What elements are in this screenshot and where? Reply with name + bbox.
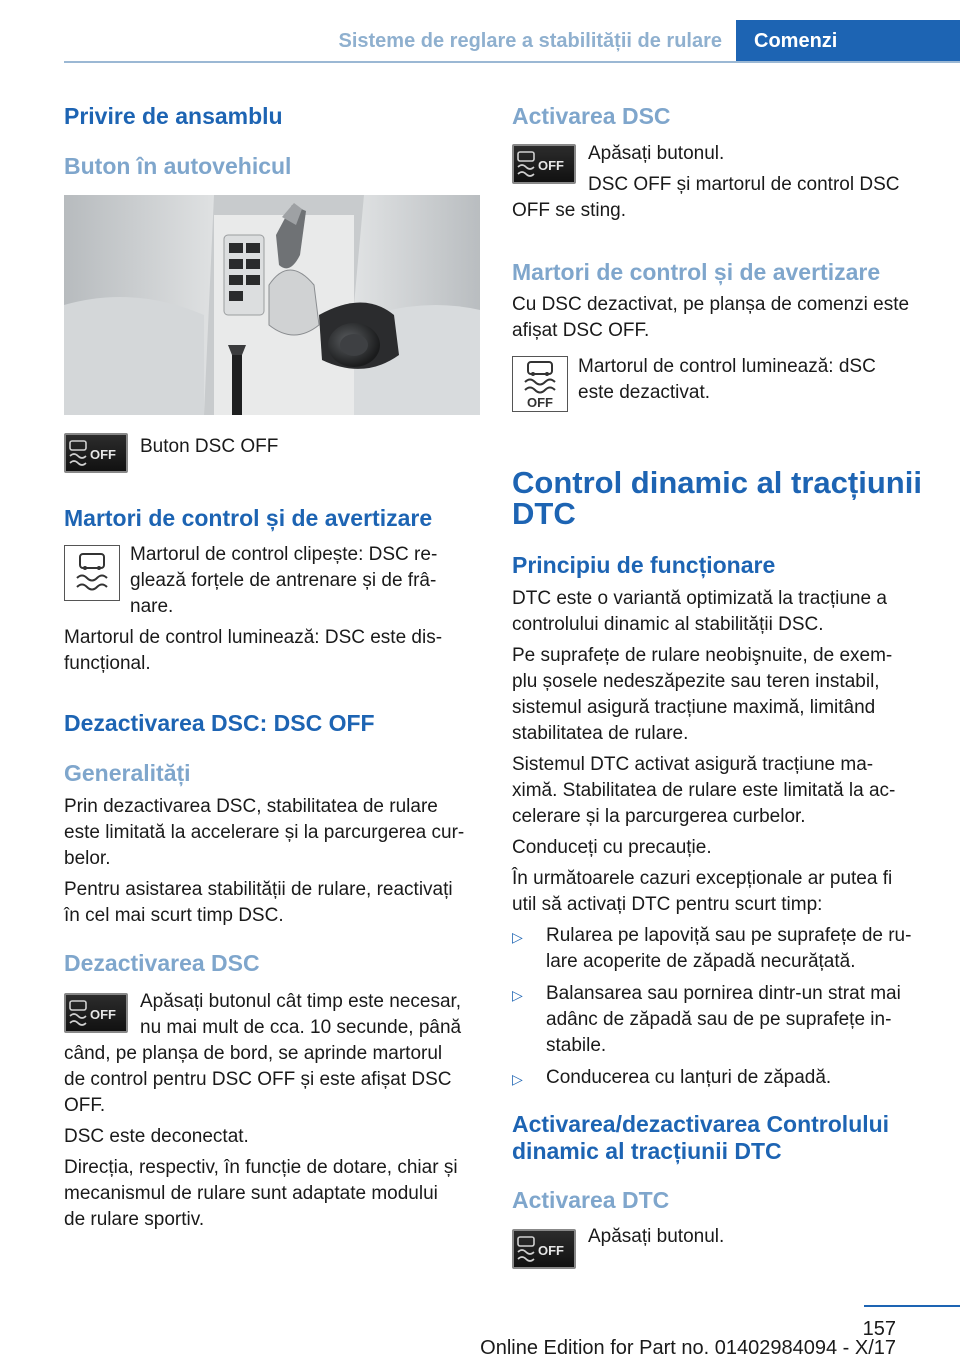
steering-line: de rulare sportiv. [64, 1209, 205, 1230]
dsc-disconnected: DSC este deconectat. [64, 1126, 249, 1147]
activated-line: ximă. Stabilitatea de rulare este limitată la ac- [512, 780, 896, 801]
lit-line-1: Martorul de control luminează: dSC [578, 356, 876, 377]
reactivate-line: în cel mai scurt timp DSC. [64, 905, 284, 926]
bullet-line: lare acoperite de zăpadă necurățată. [546, 951, 856, 972]
footer-rule [864, 1305, 960, 1307]
off-text: OFF [90, 447, 116, 462]
off-text: OFF [90, 1007, 116, 1022]
exceptional-line: În următoarele cazuri excepționale ar putea fi [512, 868, 893, 889]
dsc-off-out-line-1: DSC OFF și martorul de control DSC [588, 174, 900, 195]
surfaces-line: stabilitatea de rulare. [512, 723, 689, 744]
bullet-marker: ▷ [512, 987, 523, 1003]
bullet-line: Rularea pe lapoviță sau pe suprafețe de ru- [546, 925, 912, 946]
dsc-off-icon [512, 1229, 576, 1269]
dsc-indicator-icon [64, 545, 120, 601]
heading-deactivating-dsc: Dezactivarea DSC [64, 950, 260, 976]
header-section-title: Sisteme de reglare a stabilității de rulare [338, 30, 722, 52]
deactivated-line: afișat DSC OFF. [512, 320, 650, 341]
bullet-marker: ▷ [512, 1071, 523, 1087]
console-photo-drawing [64, 195, 480, 415]
dsc-off-indicator-icon [512, 356, 568, 412]
dsc-off-icon [64, 993, 128, 1033]
principle-line: controlului dinamic al stabilității DSC. [512, 614, 824, 635]
press-line: când, pe planșa de bord, se aprinde martorul [64, 1043, 443, 1064]
heading-activate-dsc: Activarea DSC [512, 103, 671, 129]
surfaces-line: sistemul asigură tracțiune maximă, limitând [512, 697, 876, 718]
bullet-line: Conducerea cu lanțuri de zăpadă. [546, 1067, 832, 1088]
bullet-line: stabile. [546, 1035, 607, 1056]
principle-line: DTC este o variantă optimizată la tracțiune a [512, 588, 887, 609]
heading-overview: Privire de ansamblu [64, 103, 283, 129]
off-text: OFF [538, 158, 564, 173]
press-button-text: Apăsați butonul. [588, 143, 725, 164]
caution-text: Conduceți cu precauție. [512, 837, 712, 858]
press-line: OFF. [64, 1095, 106, 1116]
indicator-line-1: Martorul de control clipește: DSC re- [130, 544, 438, 565]
bullet-line: Balansarea sau pornirea dintr-un strat mai [546, 983, 901, 1004]
exceptional-line: util să activați DTC pentru scurt timp: [512, 894, 823, 915]
general-line: Prin dezactivarea DSC, stabilitatea de rulare [64, 796, 438, 817]
press-line: nu mai mult de cca. 10 secunde, până [140, 1017, 462, 1038]
general-line: este limitată la accelerare și la parcurgerea cur- [64, 822, 465, 843]
heading-dtc-line-2: DTC [512, 496, 576, 531]
heading-deactivate-dsc: Dezactivarea DSC: DSC OFF [64, 710, 375, 736]
press-button-text-2: Apăsați butonul. [588, 1226, 725, 1247]
steering-line: Direcția, respectiv, în funcție de dotare, chiar și [64, 1157, 458, 1178]
reactivate-line: Pentru asistarea stabilității de rulare, reactivați [64, 879, 453, 900]
steering-line: mecanismul de rulare sunt adaptate modului [64, 1183, 438, 1204]
indicator-on-line-2: funcțional. [64, 653, 151, 674]
indicator-on-line-1: Martorul de control luminează: DSC este dis- [64, 627, 443, 648]
heading-indicators-right: Martori de control și de avertizare [512, 259, 881, 285]
heading-general: Generalități [64, 760, 191, 786]
heading-activate-dtc: Activarea DTC [512, 1187, 670, 1213]
general-line: belor. [64, 848, 111, 869]
surfaces-line: Pe suprafețe de rulare neobişnuite, de exem- [512, 645, 893, 666]
heading-principle: Principiu de funcționare [512, 552, 776, 578]
heading-button-in-car: Buton în autovehicul [64, 153, 292, 179]
off-text: OFF [527, 395, 553, 410]
activated-line: celerare și la parcurgerea curbelor. [512, 806, 806, 827]
bullet-line: adânc de zăpadă sau de pe suprafețe in- [546, 1009, 892, 1030]
indicator-line-2: glează forțele de antrenare și de frâ- [130, 570, 437, 591]
console-photo [64, 195, 480, 415]
indicator-line-3: nare. [130, 596, 174, 617]
header-rule [64, 61, 960, 63]
heading-dtc-line-1: Control dinamic al tracțiunii [512, 465, 922, 500]
activated-line: Sistemul DTC activat asigură tracțiune ma- [512, 754, 874, 775]
press-line: Apăsați butonul cât timp este necesar, [140, 991, 462, 1012]
heading-toggle-line-1: Activarea/dezactivarea Controlului [512, 1111, 890, 1137]
off-text: OFF [538, 1243, 564, 1258]
dsc-off-icon [512, 144, 576, 184]
dsc-off-out-line-2: OFF se sting. [512, 200, 627, 221]
header-tab: Comenzi [736, 20, 960, 62]
edition-text: Online Edition for Part no. 01402984094 - X/17 [480, 1337, 896, 1359]
heading-indicators-left: Martori de control și de avertizare [64, 505, 433, 531]
deactivated-line: Cu DSC dezactivat, pe planșa de comenzi este [512, 294, 910, 315]
heading-toggle-line-2: dinamic al tracțiunii DTC [512, 1138, 782, 1164]
surfaces-line: plu șosele nedeszăpezite sau teren instabil, [512, 671, 880, 692]
lit-line-2: este dezactivat. [578, 382, 711, 403]
press-line: de control pentru DSC OFF și este afișat DSC [64, 1069, 452, 1090]
page-number: 157 [862, 1318, 896, 1340]
dsc-off-icon [64, 433, 128, 473]
caption-dsc-off-button: Buton DSC OFF [140, 436, 279, 457]
bullet-marker: ▷ [512, 929, 523, 945]
